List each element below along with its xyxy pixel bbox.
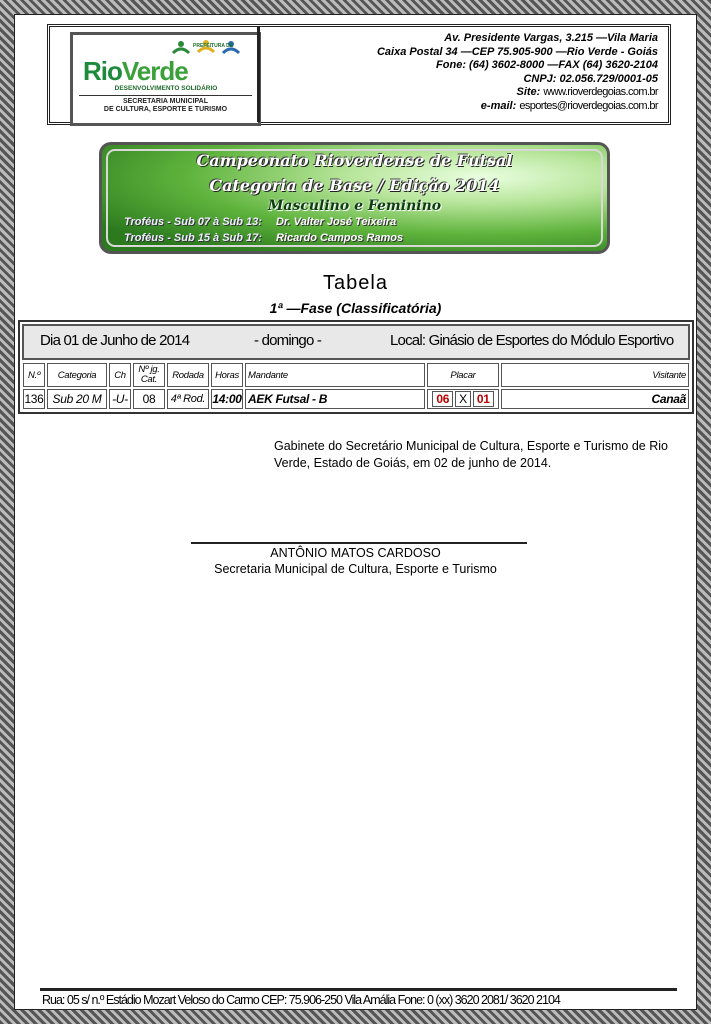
logo-secretaria-line1: SECRETARIA MUNICIPAL bbox=[122, 98, 209, 105]
venue: Local: Ginásio de Esportes do Módulo Esportivo bbox=[390, 332, 674, 349]
score-home: 06 bbox=[432, 391, 453, 407]
email-link[interactable]: esportes@rioverdegoias.com.br bbox=[519, 99, 658, 112]
row-home-team: AEK Futsal - B bbox=[245, 389, 425, 409]
table-row bbox=[22, 388, 690, 410]
logo-tagline: DESENVOLVIMENTO SOLIDÁRIO bbox=[114, 85, 218, 92]
banner-category: Categoria de Base / Edição 2014 bbox=[209, 176, 500, 195]
col-time: Horas bbox=[211, 363, 243, 387]
page-title: Tabela bbox=[323, 272, 388, 294]
letterhead bbox=[47, 24, 671, 125]
col-game-number-a: Nº jg. bbox=[138, 364, 160, 375]
row-ch: -U- bbox=[109, 389, 131, 409]
match-table bbox=[18, 320, 694, 414]
postal-box: Caixa Postal 34 —CEP 75.905-900 —Rio Verde - Goiás bbox=[376, 45, 658, 58]
signature-line bbox=[191, 542, 527, 544]
col-category: Categoria bbox=[47, 363, 107, 387]
trophy-1-name: Dr. Valter José Teixeira bbox=[275, 216, 397, 228]
logo-secretaria-line2: DE CULTURA, ESPORTE E TURISMO bbox=[103, 106, 228, 113]
signatory-role: Secretaria Municipal de Cultura, Esporte e Turismo bbox=[214, 562, 497, 576]
row-away-team: Canaã bbox=[501, 389, 689, 409]
footer-divider bbox=[40, 988, 677, 991]
header-divider bbox=[257, 27, 260, 122]
row-time: 14:00 bbox=[211, 389, 243, 409]
championship-banner bbox=[99, 142, 610, 254]
trophy-2-name: Ricardo Campos Ramos bbox=[275, 232, 404, 244]
weekday: - domingo - bbox=[254, 332, 322, 349]
logo-rio: Rio bbox=[83, 56, 122, 86]
table-header-row bbox=[22, 362, 690, 388]
row-round: 4ª Rod. bbox=[167, 389, 209, 409]
logo-wordmark bbox=[83, 57, 188, 85]
phone: Fone: (64) 3602-8000 —FAX (64) 3620-2104 bbox=[436, 59, 658, 71]
site-line bbox=[377, 86, 658, 100]
col-number: N.º bbox=[23, 363, 45, 387]
col-game-number bbox=[133, 363, 165, 387]
col-ch: Ch bbox=[109, 363, 131, 387]
trophy-line-2 bbox=[124, 232, 403, 244]
col-home: Mandante bbox=[245, 363, 425, 387]
row-game-number: 08 bbox=[133, 389, 165, 409]
col-away: Visitante bbox=[501, 363, 689, 387]
col-round: Rodada bbox=[167, 363, 209, 387]
cnpj: CNPJ: 02.056.729/0001-05 bbox=[523, 72, 658, 85]
row-category: Sub 20 M bbox=[47, 389, 107, 409]
banner-gender: Masculino e Feminino bbox=[267, 198, 442, 214]
rio-verde-logo bbox=[70, 32, 261, 126]
trophy-1-label: Troféus - Sub 07 à Sub 13: bbox=[124, 216, 262, 228]
email-label: e-mail: bbox=[480, 99, 517, 112]
trophy-2-label: Troféus - Sub 15 à Sub 17: bbox=[124, 232, 262, 244]
signatory-name: ANTÔNIO MATOS CARDOSO bbox=[270, 546, 441, 560]
footer-address: Rua: 05 s/ n.º Estádio Mozart Veloso do Carmo CEP: 75.906-250 Vila Amália Fone: 0 (xx) 3620 2081/ 3620 2104 bbox=[42, 993, 560, 1007]
trophy-line-1 bbox=[124, 216, 396, 228]
cabinet-statement: Gabinete do Secretário Municipal de Cultura, Esporte e Turismo de Rio Verde, Estado de Goiás, em 02 de junho de 2014. bbox=[274, 439, 668, 470]
phase-subtitle: 1ª —Fase (Classificatória) bbox=[269, 300, 442, 316]
logo-secretaria bbox=[79, 95, 252, 114]
email-line bbox=[377, 100, 658, 114]
match-day: Dia 01 de Junho de 2014 bbox=[40, 332, 190, 349]
logo-verde: Verde bbox=[121, 56, 188, 86]
contact-info bbox=[377, 32, 658, 113]
col-game-number-b: Cat. bbox=[140, 374, 158, 385]
site-link[interactable]: www.rioverdegoias.com.br bbox=[543, 86, 658, 98]
day-header bbox=[22, 324, 690, 360]
site-label: Site: bbox=[516, 86, 541, 98]
logo-prefeitura: PREFEITURA DE bbox=[193, 43, 234, 49]
score-separator: X bbox=[455, 391, 471, 407]
row-score bbox=[427, 389, 499, 409]
col-score: Placar bbox=[427, 363, 499, 387]
address: Av. Presidente Vargas, 3.215 —Vila Maria bbox=[444, 32, 658, 44]
row-number: 136 bbox=[23, 389, 45, 409]
banner-title: Campeonato Rioverdense de Futsal bbox=[196, 151, 513, 170]
score-away: 01 bbox=[473, 391, 494, 407]
